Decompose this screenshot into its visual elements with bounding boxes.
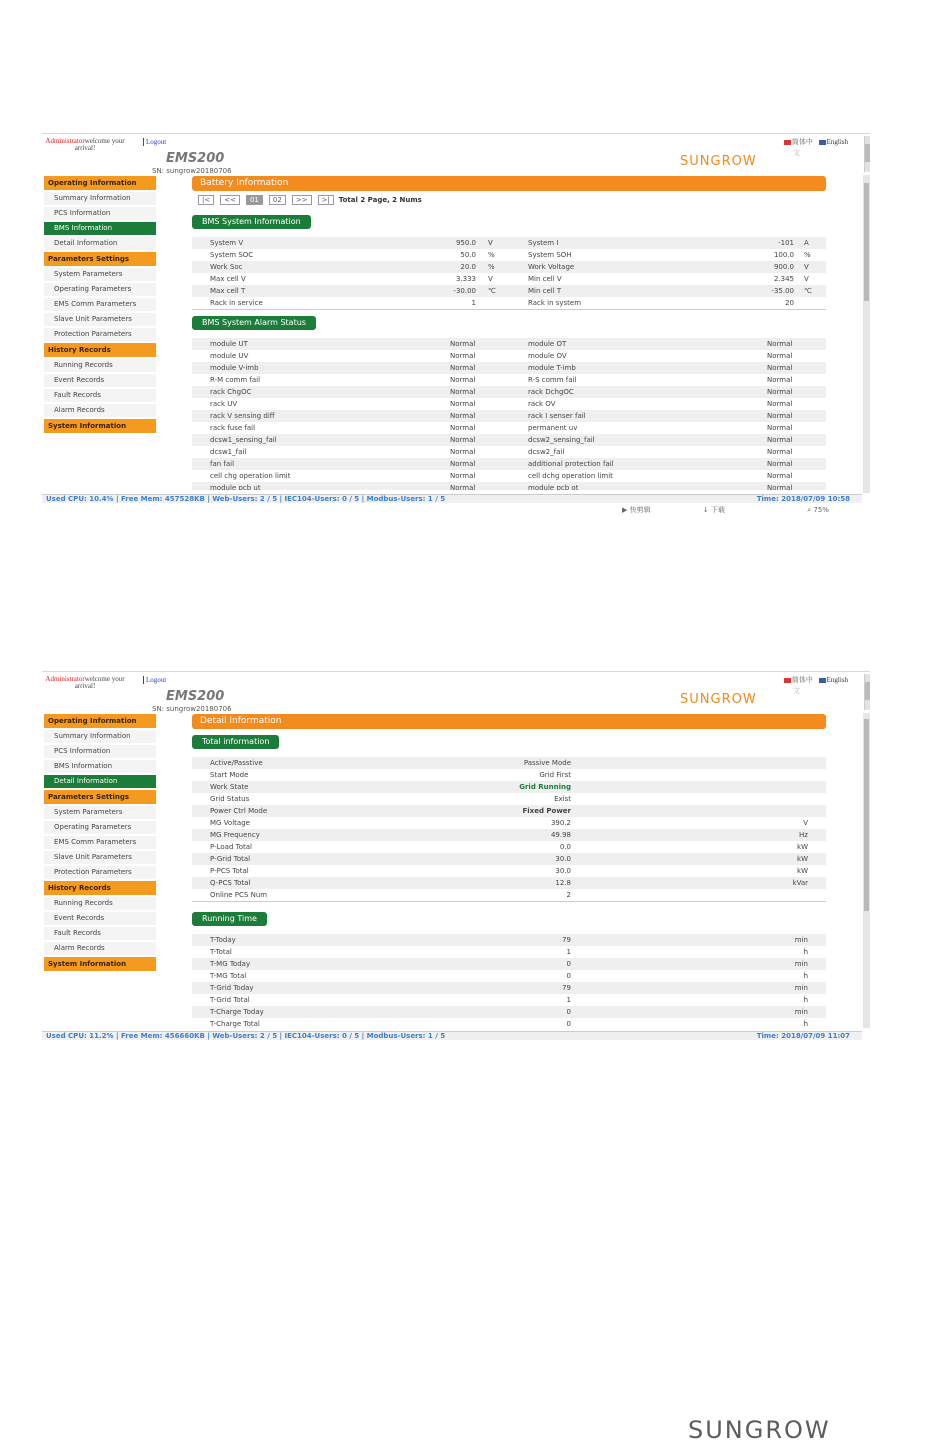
row-label: Power Ctrl Mode [210,807,268,815]
serial-number: SN: sungrow20180706 [152,167,232,175]
table-row [192,757,826,769]
sidebar-category-parameters[interactable]: Parameters Settings [44,790,156,804]
sidebar-item-alarm-records[interactable]: Alarm Records [44,404,156,417]
row-value: 0.0 [559,843,571,851]
table-row [192,350,826,362]
uk-flag-icon [819,140,826,145]
row-value: 0 [566,1020,571,1028]
table-row [192,889,826,901]
sidebar [44,176,156,435]
alarm-status: Normal [767,376,793,384]
table-row [192,362,826,374]
scroll-thumb[interactable] [865,682,870,700]
lang-chinese-link-wrap[interactable]: 文 [793,687,800,695]
row-value: 79 [562,936,571,944]
alarm-name: dcsw1_fail [210,448,247,456]
row-label: T-Total [210,948,232,956]
last-page-button[interactable]: >| [318,195,334,205]
table-row [192,470,826,482]
row-value: 0 [566,972,571,980]
row-value: 1 [471,299,476,307]
sidebar-category-parameters[interactable]: Parameters Settings [44,252,156,266]
sidebar-item-alarm-records[interactable]: Alarm Records [44,942,156,955]
lang-english-link[interactable]: English [819,676,848,684]
row-value: 900.0 [773,263,794,271]
row-unit: kW [797,843,808,851]
zoom-level[interactable]: ⌕ 75% [807,506,829,514]
lang-english-link[interactable]: English [819,138,848,146]
row-value: Exist [554,795,571,803]
language-switch [784,137,848,147]
row-unit: % [488,251,495,259]
table-row [192,434,826,446]
table-row [192,817,826,829]
row-unit: A [804,239,809,247]
sidebar-item-operating-parameters[interactable]: Operating Parameters [44,283,156,296]
alarm-name: module OV [528,352,567,360]
download-button[interactable]: ↓ 下载 [702,506,725,514]
row-label: T-MG Total [210,972,247,980]
row-value: 390.2 [550,819,571,827]
alarm-name: rack I senser fail [528,412,586,420]
row-label: System SOH [528,251,572,259]
row-label: Work Voltage [528,263,575,271]
alarm-status: Normal [450,352,476,360]
row-label: T-MG Today [210,960,251,968]
alarm-status: Normal [450,472,476,480]
row-unit: V [488,275,493,283]
alarm-status: Normal [767,340,793,348]
row-value: 30.0 [555,867,571,875]
browser-toolbar [622,505,870,515]
status-text: Used CPU: 11.2% | Free Mem: 456660KB | Web-Users: 2 / 5 | IEC104-Users: 0 / 5 | Modbus-Users: 1 / 5 [46,1032,446,1040]
row-label: System I [528,239,559,247]
table-row [192,273,826,285]
row-label: Rack in system [528,299,582,307]
alarm-name: dcsw2_sensing_fail [528,436,595,444]
footer-brand-logo: SUNGROW [688,1416,831,1444]
first-page-button[interactable]: |< [198,195,214,205]
table-row [192,285,826,297]
row-unit: h [803,948,808,956]
alarm-name: additional protection fail [528,460,614,468]
page-1-button[interactable]: 01 [246,195,263,205]
table-row [192,793,826,805]
alarm-name: permanent uv [528,424,578,432]
table-row [192,482,826,490]
scroll-thumb[interactable] [864,183,869,301]
logout-link[interactable]: Logout [143,138,166,146]
zoom-icon: ⌕ [807,506,812,514]
sidebar-category-operating[interactable]: Operating Information [44,714,156,728]
alarm-name: cell dchg operation limit [528,472,613,480]
row-label: P-PCS Total [210,867,249,875]
table-row [192,261,826,273]
alarm-status: Normal [450,484,476,490]
alarm-status: Normal [450,376,476,384]
lang-chinese-link[interactable]: 简体中 [791,676,813,684]
table-row [192,297,826,309]
table-row [192,946,826,958]
screenshot-detail-information [42,671,870,1051]
table-row [192,829,826,841]
lang-chinese-link-wrap[interactable]: 文 [793,149,800,157]
alarm-name: rack DchgOC [528,388,574,396]
sidebar-item-slave-unit[interactable]: Slave Unit Parameters [44,851,156,864]
table-row [192,410,826,422]
table-row [192,769,826,781]
main-content [192,176,826,490]
alarm-status: Normal [767,472,793,480]
scroll-thumb[interactable] [865,144,870,162]
row-unit: h [803,972,808,980]
row-label: Max cell V [210,275,246,283]
row-unit: V [804,275,809,283]
bms-info-table [192,237,826,310]
status-bar [42,494,862,503]
alarm-name: R-M comm fail [210,376,261,384]
alarm-status: Normal [450,364,476,372]
sidebar-item-running-records[interactable]: Running Records [44,359,156,372]
row-unit: kW [797,867,808,875]
alarm-status: Normal [767,364,793,372]
sidebar-item-event-records[interactable]: Event Records [44,374,156,387]
table-row [192,865,826,877]
alarm-name: module T-imb [528,364,576,372]
sidebar-item-protection[interactable]: Protection Parameters [44,866,156,879]
row-label: Active/Passtive [210,759,263,767]
alarm-status: Normal [450,340,476,348]
play-icon: ▶ [622,506,628,514]
row-value: 12.8 [555,879,571,887]
row-unit: min [794,1008,808,1016]
screenshot-battery-information [42,133,870,517]
table-row [192,958,826,970]
row-unit: V [803,819,808,827]
row-unit: % [488,263,495,271]
header-scrollbar[interactable] [864,136,870,172]
header [42,133,870,175]
row-value: 2 [566,891,571,899]
alarm-name: module UV [210,352,249,360]
row-unit: Hz [799,831,808,839]
section-running-time: Running Time [192,912,267,926]
alarm-status: Normal [767,388,793,396]
row-unit: % [804,251,811,259]
table-row [192,374,826,386]
status-time: Time: 2018/07/09 11:07 [756,1032,850,1040]
uk-flag-icon [819,678,826,683]
section-bms-system-info: BMS System Information [192,215,311,229]
sidebar-category-operating[interactable]: Operating Information [44,176,156,190]
alarm-name: dcsw2_fail [528,448,565,456]
content-scrollbar[interactable] [863,175,870,493]
sidebar-item-detail[interactable]: Detail Information [44,237,156,250]
download-icon: ↓ [702,506,709,514]
sidebar-item-protection[interactable]: Protection Parameters [44,328,156,341]
row-label: Q-PCS Total [210,879,251,887]
row-value: 50.0 [460,251,476,259]
alarm-status: Normal [767,484,793,490]
alarm-name: module V-imb [210,364,259,372]
alarm-status: Normal [767,400,793,408]
status-bar [42,1031,862,1040]
row-label: Rack in service [210,299,263,307]
sidebar-item-summary[interactable]: Summary Information [44,730,156,743]
status-time: Time: 2018/07/09 10:58 [756,495,850,503]
china-flag-icon [784,140,791,145]
alarm-name: cell chg operation limit [210,472,291,480]
table-row [192,982,826,994]
row-value: -35.00 [771,287,794,295]
table-row [192,781,826,793]
alarm-status: Normal [767,436,793,444]
row-value: Grid First [539,771,571,779]
row-value: -101 [778,239,794,247]
welcome-message: Administratorwelcome your arrival! [45,137,125,152]
row-label: MG Voltage [210,819,250,827]
row-unit: h [803,996,808,1004]
alarm-name: rack V sensing diff [210,412,275,420]
row-unit: V [488,239,493,247]
sidebar-item-event-records[interactable]: Event Records [44,912,156,925]
row-label: MG Frequency [210,831,260,839]
row-label: Work Soc [210,263,243,271]
alarm-status: Normal [767,352,793,360]
brand-logo: SUNGROW [680,692,757,707]
table-row [192,1018,826,1028]
sidebar [44,714,156,973]
row-label: Min cell T [528,287,562,295]
row-unit: min [794,960,808,968]
row-label: T-Today [210,936,236,944]
table-row [192,994,826,1006]
row-unit: ℃ [804,287,812,295]
sidebar-item-running-records[interactable]: Running Records [44,897,156,910]
row-label: System SOC [210,251,254,259]
welcome-message: Administratorwelcome your arrival! [45,675,125,690]
row-value: 20 [785,299,794,307]
row-unit: kW [797,855,808,863]
main-content [192,714,826,1028]
total-info-table [192,757,826,902]
page-title: Detail Information [192,714,826,729]
alarm-status: Normal [450,400,476,408]
sidebar-item-bms[interactable]: BMS Information [44,760,156,773]
alarm-status: Normal [450,448,476,456]
row-value: 100.0 [773,251,794,259]
alarm-name: rack UV [210,400,238,408]
row-value: Grid Running [519,783,571,791]
row-label: T-Charge Total [210,1020,260,1028]
sidebar-category-system-info[interactable]: System Information [44,957,156,971]
sidebar-item-fault-records[interactable]: Fault Records [44,927,156,940]
row-value: 20.0 [460,263,476,271]
row-label: T-Grid Total [210,996,250,1004]
row-unit: kVar [792,879,808,887]
row-value: Fixed Power [522,807,571,815]
row-value: 1 [566,996,571,1004]
row-label: P-Load Total [210,843,252,851]
alarm-status: Normal [450,412,476,420]
table-row [192,877,826,889]
alarm-name: R-S comm fail [528,376,577,384]
row-label: T-Grid Today [210,984,254,992]
table-row [192,249,826,261]
brand-logo: SUNGROW [680,154,757,169]
row-label: Online PCS Num [210,891,268,899]
header [42,671,870,713]
row-value: 79 [562,984,571,992]
product-name: EMS200 [166,151,225,166]
table-row [192,458,826,470]
table-row [192,805,826,817]
row-label: Max cell T [210,287,246,295]
table-row [192,970,826,982]
alarm-status: Normal [450,436,476,444]
status-text: Used CPU: 10.4% | Free Mem: 457528KB | Web-Users: 2 / 5 | IEC104-Users: 0 / 5 | Modbus-Users: 1 / 5 [46,495,446,503]
scroll-thumb[interactable] [864,719,869,911]
lang-chinese-link[interactable]: 简体中 [791,138,813,146]
sidebar-item-pcs[interactable]: PCS Information [44,207,156,220]
row-value: 950.0 [455,239,476,247]
page-2-button[interactable]: 02 [269,195,286,205]
language-switch [784,675,848,685]
sidebar-item-system-parameters[interactable]: System Parameters [44,806,156,819]
alarm-name: rack fuse fail [210,424,256,432]
alarm-status-table [192,338,826,490]
row-label: Min cell V [528,275,562,283]
content-scrollbar[interactable] [863,713,870,1028]
alarm-name: module OT [528,340,567,348]
logout-link[interactable]: Logout [143,676,166,684]
table-row [192,853,826,865]
table-row [192,398,826,410]
row-value: 2.345 [773,275,794,283]
sidebar-item-ems-comm[interactable]: EMS Comm Parameters [44,298,156,311]
alarm-status: Normal [767,424,793,432]
prev-page-button[interactable]: << [220,195,240,205]
alarm-status: Normal [767,412,793,420]
table-row [192,386,826,398]
sidebar-item-pcs[interactable]: PCS Information [44,745,156,758]
row-value: 49.98 [550,831,571,839]
table-row [192,446,826,458]
row-label: System V [210,239,244,247]
alarm-name: rack OV [528,400,556,408]
table-row [192,1006,826,1018]
header-scrollbar[interactable] [864,674,870,710]
next-page-button[interactable]: >> [292,195,312,205]
row-value: 1 [566,948,571,956]
sidebar-item-bms[interactable]: BMS Information [44,222,156,235]
row-unit: V [804,263,809,271]
table-row [192,841,826,853]
table-row [192,422,826,434]
row-unit: min [794,936,808,944]
sidebar-category-history[interactable]: History Records [44,343,156,357]
table-row [192,338,826,350]
product-name: EMS200 [166,689,225,704]
sidebar-item-fault-records[interactable]: Fault Records [44,389,156,402]
row-label: Work State [210,783,249,791]
china-flag-icon [784,678,791,683]
row-unit: h [803,1020,808,1028]
alarm-status: Normal [767,460,793,468]
pagination [192,195,826,209]
sidebar-item-slave-unit[interactable]: Slave Unit Parameters [44,313,156,326]
section-bms-alarm-status: BMS System Alarm Status [192,316,316,330]
table-row [192,237,826,249]
row-value: -30.00 [453,287,476,295]
alarm-name: dcsw1_sensing_fail [210,436,277,444]
sidebar-item-ems-comm[interactable]: EMS Comm Parameters [44,836,156,849]
alarm-status: Normal [767,448,793,456]
alarm-name: module UT [210,340,248,348]
sidebar-category-system-info[interactable]: System Information [44,419,156,433]
page-title: Battery Information [192,176,826,191]
row-value: 0 [566,960,571,968]
alarm-name: module pcb ot [528,484,579,490]
row-unit: min [794,984,808,992]
section-total-information: Total information [192,735,279,749]
alarm-status: Normal [450,424,476,432]
running-time-table [192,934,826,1028]
serial-number: SN: sungrow20180706 [152,705,232,713]
alarm-name: rack ChgOC [210,388,252,396]
row-label: Start Mode [210,771,249,779]
alarm-status: Normal [450,388,476,396]
sidebar-item-detail[interactable]: Detail Information [44,775,156,788]
row-value: 30.0 [555,855,571,863]
sidebar-category-history[interactable]: History Records [44,881,156,895]
row-value: 0 [566,1008,571,1016]
row-label: Grid Status [210,795,250,803]
table-row [192,934,826,946]
row-value: 3.333 [455,275,476,283]
page-total: Total 2 Page, 2 Nums [338,196,422,204]
alarm-status: Normal [450,460,476,468]
alarm-name: module pcb ut [210,484,261,490]
row-value: Passive Mode [523,759,571,767]
row-unit: ℃ [488,287,496,295]
row-label: T-Charge Today [210,1008,264,1016]
alarm-name: fan fail [210,460,235,468]
row-label: P-Grid Total [210,855,251,863]
sidebar-item-summary[interactable]: Summary Information [44,192,156,205]
sidebar-item-system-parameters[interactable]: System Parameters [44,268,156,281]
sidebar-item-operating-parameters[interactable]: Operating Parameters [44,821,156,834]
clip-button[interactable]: ▶ 快剪辑 [622,506,651,514]
